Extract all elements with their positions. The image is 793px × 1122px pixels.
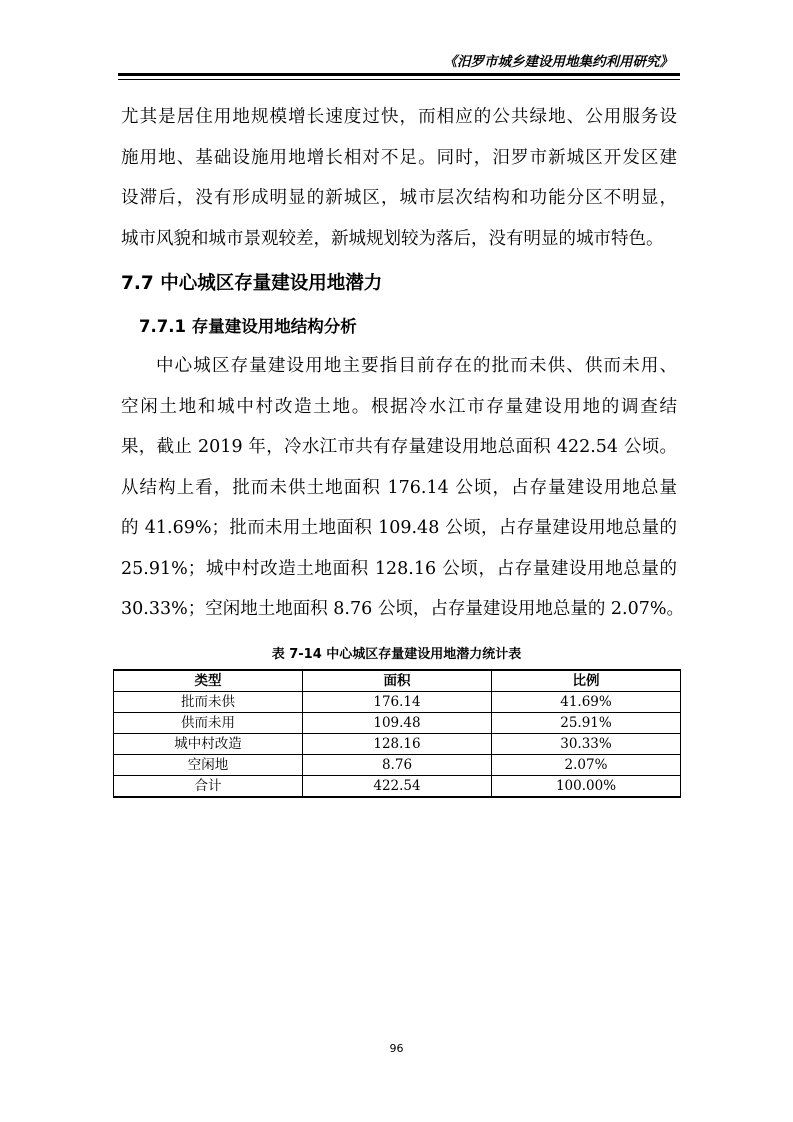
- cell-area: 8.76: [303, 755, 492, 776]
- page-number: 96: [389, 1042, 404, 1055]
- header-rule-thin: [118, 79, 680, 80]
- cell-ratio: 41.69%: [492, 692, 681, 713]
- cell-type: 批而未供: [114, 692, 303, 713]
- paragraph-2-line: 30.33%；空闲地土地面积 8.76 公顷，占存量建设用地总量的 2.07%。: [121, 599, 684, 619]
- table-row: [114, 692, 681, 713]
- cell-area: 109.48: [303, 713, 492, 734]
- paragraph-1-line: 施用地、基础设施用地增长相对不足。同时，汨罗市新城区开发区建: [121, 147, 677, 168]
- paragraph-2-line: 中心城区存量建设用地主要指目前存在的批而未供、供而未用、: [156, 356, 677, 376]
- table-caption: 表 7-14 中心城区存量建设用地潜力统计表: [271, 647, 522, 662]
- table-row: [114, 755, 681, 776]
- statistics-table: [113, 669, 681, 798]
- cell-type: 合计: [114, 776, 303, 798]
- column-header-ratio: 比例: [492, 670, 681, 692]
- cell-area: 176.14: [303, 692, 492, 713]
- cell-ratio: 30.33%: [492, 734, 681, 755]
- table-row: [114, 713, 681, 734]
- cell-area: 422.54: [303, 776, 492, 798]
- cell-area: 128.16: [303, 734, 492, 755]
- column-header-type: 类型: [114, 670, 303, 692]
- subsection-heading: 7.7.1 存量建设用地结构分析: [139, 317, 357, 336]
- cell-type: 城中村改造: [114, 734, 303, 755]
- paragraph-2-line: 空闲土地和城中村改造土地。根据冷水江市存量建设用地的调查结: [121, 396, 677, 417]
- paragraph-1-line: 城市风貌和城市景观较差，新城规划较为落后，没有明显的城市特色。: [121, 228, 664, 249]
- cell-type: 空闲地: [114, 755, 303, 776]
- table-row-total: [114, 776, 681, 798]
- paragraph-2: [121, 346, 684, 630]
- column-header-area: 面积: [303, 670, 492, 692]
- cell-type: 供而未用: [114, 713, 303, 734]
- running-header-title: 《汨罗市城乡建设用地集约利用研究》: [443, 54, 673, 70]
- paragraph-2-line: 果，截止 2019 年，冷水江市共有存量建设用地总面积 422.54 公顷。: [121, 437, 677, 457]
- paragraph-1: [121, 97, 677, 259]
- table-row: [114, 734, 681, 755]
- table-header-row: [114, 670, 681, 692]
- cell-ratio: 2.07%: [492, 755, 681, 776]
- paragraph-2-line: 从结构上看，批而未供土地面积 176.14 公顷，占存量建设用地总量: [121, 477, 677, 498]
- paragraph-2-line: 25.91%；城中村改造土地面积 128.16 公顷，占存量建设用地总量的: [121, 558, 677, 579]
- cell-ratio: 25.91%: [492, 713, 681, 734]
- paragraph-1-line: 尤其是居住用地规模增长速度过快，而相应的公共绿地、公用服务设: [121, 107, 677, 127]
- cell-ratio: 100.00%: [492, 776, 681, 798]
- header-rule-thick: [118, 73, 680, 76]
- paragraph-2-line: 的 41.69%；批而未用土地面积 109.48 公顷，占存量建设用地总量的: [121, 518, 677, 538]
- section-heading: 7.7 中心城区存量建设用地潜力: [121, 273, 383, 294]
- paragraph-1-line: 设滞后，没有形成明显的新城区，城市层次结构和功能分区不明显，: [121, 188, 677, 208]
